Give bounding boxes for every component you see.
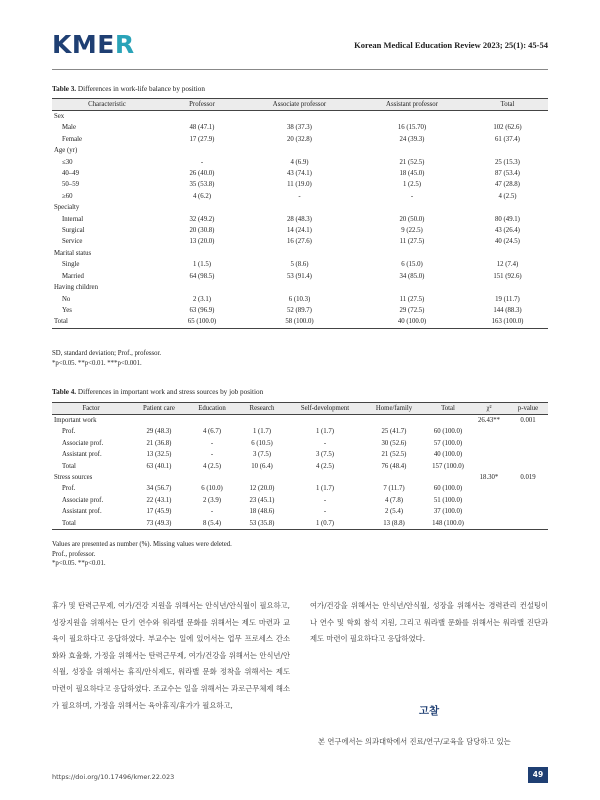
- table-cell: 11 (27.5): [399, 295, 425, 303]
- row-label: Having children: [54, 284, 98, 292]
- table-cell: [236, 415, 288, 427]
- row-label: Total: [52, 316, 162, 328]
- table-row: [52, 294, 548, 305]
- table-cell: 2 (3.1): [192, 295, 212, 303]
- table-cell: 16 (15.70): [397, 124, 427, 132]
- row-label: Surgical: [62, 227, 85, 235]
- table4-col-header: p-value: [508, 403, 548, 415]
- table-cell: 14 (24.1): [287, 227, 312, 235]
- table-cell: [426, 415, 470, 427]
- table-cell: 21 (36.8): [146, 439, 172, 447]
- table-cell: [242, 145, 357, 156]
- row-label: Single: [62, 261, 80, 269]
- table-cell: 3 (7.5): [252, 451, 272, 459]
- table-cell: [508, 495, 548, 506]
- table-cell: 22 (43.1): [146, 496, 172, 504]
- footnote: Prof., professor.: [52, 550, 96, 558]
- table-cell: 60 (100.0): [433, 428, 463, 436]
- table-cell: -: [210, 508, 214, 516]
- table-cell: 2 (5.4): [384, 508, 404, 516]
- row-label: Important work: [54, 417, 97, 424]
- body-left-column: [52, 598, 290, 714]
- table-cell: 25 (41.7): [381, 428, 407, 436]
- table-cell: 53 (35.8): [236, 518, 288, 530]
- table-cell: 13 (32.5): [146, 451, 172, 459]
- logo-accent: R: [114, 30, 135, 59]
- table-row: [52, 214, 548, 225]
- table-cell: [362, 472, 426, 483]
- table-cell: [467, 282, 548, 293]
- footnote: *p<0.05. **p<0.01. ***p<0.001.: [52, 359, 142, 367]
- table-cell: 5 (8.6): [290, 261, 309, 269]
- row-label: ≥60: [62, 192, 73, 200]
- table-cell: 35 (53.8): [189, 181, 215, 189]
- page-number: 49: [528, 767, 548, 783]
- table-cell: 23 (45.1): [249, 496, 275, 504]
- table-cell: 2 (3.9): [202, 496, 222, 504]
- table-cell: [130, 415, 188, 427]
- table3: [52, 98, 548, 329]
- table4: [52, 402, 548, 530]
- row-label: Age (yr): [54, 147, 78, 155]
- header-divider: [52, 69, 548, 70]
- table3-col-header: Total: [467, 99, 548, 111]
- table-cell: 20 (50.0): [399, 215, 425, 223]
- table-cell: [188, 415, 236, 427]
- row-label: Associate prof.: [62, 439, 104, 447]
- body-right-column: [310, 598, 548, 648]
- table-cell: [162, 248, 242, 259]
- table-cell: 4 (7.8): [384, 496, 404, 504]
- table-cell: 163 (100.0): [467, 316, 548, 328]
- table-cell: [467, 145, 548, 156]
- table-cell: 40 (24.5): [495, 238, 520, 246]
- table-cell: [242, 282, 357, 293]
- right-paragraph: 여가/건강을 위해서는 안식년/안식월, 성장을 위해서는 경력관리 컨설팅이나 연수 및 학회 참석 지원, 그리고 워라밸 문화를 위해서는 워라밸 진단과 제도 마련이 필요하다고 응답하였다.: [310, 601, 548, 644]
- table-cell: [130, 472, 188, 483]
- table-cell: 34 (85.0): [399, 272, 425, 280]
- table4-col-header: Total: [426, 403, 470, 415]
- table-cell: [357, 202, 467, 213]
- table-cell: 148 (100.0): [426, 518, 470, 530]
- table-cell: 4 (6.9): [290, 158, 309, 166]
- row-label: 40–49: [62, 170, 79, 178]
- table-row: [52, 495, 548, 506]
- table-cell: 24 (39.3): [399, 135, 425, 143]
- table-cell: 9 (22.5): [401, 227, 423, 235]
- table-cell: 18.30*: [479, 474, 499, 482]
- table-cell: -: [410, 192, 414, 200]
- row-label: Total: [52, 518, 130, 530]
- table-cell: 51 (100.0): [433, 496, 463, 504]
- table-cell: 7 (11.7): [383, 485, 405, 493]
- table4-header-row: [52, 403, 548, 415]
- page-header: [52, 30, 548, 62]
- table-row: [52, 122, 548, 133]
- row-label: 50–59: [62, 181, 79, 189]
- table-cell: [508, 518, 548, 530]
- row-label: Stress sources: [54, 474, 93, 482]
- table-cell: 80 (49.1): [495, 215, 520, 223]
- table-row: [52, 259, 548, 270]
- table-cell: 144 (88.3): [493, 306, 522, 314]
- table4-col-header: Home/family: [362, 403, 426, 415]
- table-row: [52, 449, 548, 460]
- table-cell: 6 (10.5): [251, 439, 273, 447]
- table-cell: 43 (26.4): [495, 227, 520, 235]
- table-cell: 63 (96.9): [189, 306, 215, 314]
- table-cell: 21 (52.5): [381, 451, 407, 459]
- journal-citation: Korean Medical Education Review 2023; 25(1): 45-54: [354, 40, 548, 50]
- table-cell: -: [210, 439, 214, 447]
- row-label: Married: [62, 272, 84, 280]
- row-label: Associate prof.: [62, 496, 104, 504]
- table3-caption: [52, 85, 205, 93]
- table-cell: 40 (100.0): [433, 451, 463, 459]
- table-cell: 17 (27.9): [189, 135, 215, 143]
- table-cell: 1 (1.7): [315, 485, 335, 493]
- table-cell: 157 (100.0): [432, 462, 464, 470]
- section-heading: 고찰: [418, 705, 440, 717]
- table-cell: 32 (49.2): [189, 215, 215, 223]
- table-cell: -: [210, 451, 214, 459]
- table-cell: 4 (2.5): [315, 462, 335, 470]
- table-cell: 151 (92.6): [493, 272, 522, 280]
- table-cell: 6 (15.0): [401, 261, 423, 269]
- table-row: [52, 236, 548, 247]
- table-cell: [188, 472, 236, 483]
- table-cell: 8 (5.4): [188, 518, 236, 530]
- table-cell: [470, 518, 508, 530]
- table-cell: [470, 438, 508, 449]
- table-cell: [508, 506, 548, 517]
- table-row: [52, 438, 548, 449]
- table-cell: [162, 111, 242, 123]
- table-cell: [470, 461, 508, 472]
- row-label: ≤30: [62, 158, 73, 166]
- table-cell: 17 (45.9): [146, 508, 172, 516]
- row-label: Prof.: [62, 428, 76, 436]
- table-row: [52, 248, 548, 259]
- table-cell: -: [298, 192, 301, 200]
- table-cell: -: [200, 158, 204, 166]
- table-cell: 58 (100.0): [242, 316, 357, 328]
- table-cell: 11 (19.0): [287, 181, 312, 189]
- table-cell: 47 (28.8): [495, 181, 520, 189]
- table-cell: 29 (72.5): [399, 306, 425, 314]
- table-cell: [357, 282, 467, 293]
- table-cell: 76 (48.4): [381, 462, 407, 470]
- table-cell: [162, 202, 242, 213]
- table-cell: 12 (7.4): [496, 261, 519, 269]
- table-cell: 6 (10.3): [288, 295, 311, 303]
- row-label: No: [62, 295, 71, 303]
- table-cell: 0.001: [520, 417, 536, 424]
- table3-col-header: Characteristic: [52, 99, 162, 111]
- table4-col-header: Factor: [52, 403, 130, 415]
- table-cell: [470, 495, 508, 506]
- table-cell: 16 (27.6): [287, 238, 312, 246]
- table-cell: [357, 145, 467, 156]
- table-cell: 87 (53.4): [495, 170, 520, 178]
- footnote: SD, standard deviation; Prof., professor.: [52, 350, 162, 357]
- table-cell: 18 (48.6): [249, 508, 275, 516]
- table-cell: 73 (49.3): [130, 518, 188, 530]
- table3-label: Table 3.: [52, 85, 77, 93]
- table4-col-header: Education: [188, 403, 236, 415]
- table-cell: [288, 415, 362, 427]
- row-label: Female: [62, 135, 83, 143]
- table4-col-header: χ²: [470, 403, 508, 415]
- table-cell: 57 (100.0): [433, 439, 463, 447]
- table-cell: 1 (1.7): [315, 428, 335, 436]
- row-label: Assistant prof.: [62, 508, 102, 516]
- table-cell: [288, 472, 362, 483]
- table3-header-row: [52, 99, 548, 111]
- table-cell: 20 (30.8): [189, 227, 215, 235]
- table-cell: 37 (100.0): [433, 508, 463, 516]
- table-cell: [357, 111, 467, 123]
- table-cell: 10 (6.4): [251, 462, 273, 470]
- table-cell: [508, 426, 548, 437]
- table-row: [52, 145, 548, 156]
- table-cell: [470, 426, 508, 437]
- table-cell: 13 (8.8): [362, 518, 426, 530]
- table-cell: 38 (37.3): [287, 124, 312, 132]
- table4-title: Differences in important work and stress sources by job position: [76, 388, 264, 396]
- journal-logo: [52, 30, 135, 59]
- table-cell: [508, 438, 548, 449]
- left-paragraph: 휴가 및 탄력근무제, 여가/건강 지원을 위해서는 안식년/안식월이 필요하고, 성장지원을 위해서는 단기 연수와 워라밸 문화를 위해서는 제도 마련과 교육이 필요하다고 응답하였다. 부교수는 일에 있어서는 업무 프로세스 간소화와 효율화, 가정을 위해서는 탄력근무제, 여가/건강을 위해서는 안식년/안식월, 성장을 위해서는 휴직/안식제도, 워라밸 문화 정착을 위해서는 제도 마련이 필요하다고 응답하였다. 조교수는 일을 위해서는 과로근무체제 해소가 필요하며, 가정을 위해서는 육아휴직/휴가가 필요하고,: [52, 601, 290, 710]
- table-cell: -: [323, 496, 327, 504]
- table-row: [52, 415, 548, 427]
- table-row: [52, 157, 548, 168]
- table-row: [52, 506, 548, 517]
- section-paragraph: 본 연구에서는 의과대학에서 진료/연구/교육을 담당하고 있는: [318, 737, 511, 746]
- row-label: Prof.: [62, 485, 76, 493]
- row-label: Marital status: [54, 249, 92, 257]
- table-cell: 29 (48.3): [146, 428, 172, 436]
- table-cell: 26 (40.0): [189, 170, 215, 178]
- table-cell: 4 (2.5): [498, 192, 517, 200]
- table-row: [52, 111, 548, 123]
- table-cell: 43 (74.1): [287, 170, 312, 178]
- table-cell: 4 (2.5): [202, 462, 222, 470]
- table4-footnotes: [52, 540, 232, 569]
- table-cell: 6 (10.0): [201, 485, 223, 493]
- table-cell: 1 (2.5): [402, 181, 422, 189]
- table-cell: [470, 483, 508, 494]
- table-cell: 12 (20.0): [249, 485, 275, 493]
- table-cell: [162, 282, 242, 293]
- table-cell: [426, 472, 470, 483]
- table-cell: 28 (48.3): [287, 215, 312, 223]
- row-label: Specialty: [54, 204, 80, 212]
- row-label: Sex: [54, 113, 65, 120]
- table-row: [52, 426, 548, 437]
- table-cell: [362, 415, 426, 427]
- table-row: [52, 483, 548, 494]
- table3-body: [52, 111, 548, 329]
- table-cell: [236, 472, 288, 483]
- table-cell: 3 (7.5): [315, 451, 335, 459]
- table-cell: 20 (32.8): [287, 135, 312, 143]
- table-cell: 52 (89.7): [287, 306, 312, 314]
- table-cell: [357, 248, 467, 259]
- table4-col-header: Patient care: [130, 403, 188, 415]
- table-cell: [467, 111, 548, 123]
- table-cell: [470, 506, 508, 517]
- table-cell: 19 (11.7): [495, 295, 520, 303]
- row-label: Internal: [62, 215, 84, 223]
- table-cell: -: [323, 439, 327, 447]
- row-label: Assistant prof.: [62, 451, 102, 459]
- table-cell: [467, 202, 548, 213]
- table-cell: [242, 111, 357, 123]
- logo-main: KME: [52, 30, 115, 59]
- table-cell: [242, 248, 357, 259]
- table4-col-header: Self-development: [288, 403, 362, 415]
- table-cell: 40 (100.0): [357, 316, 467, 328]
- table-cell: 13 (20.0): [189, 238, 215, 246]
- footnote: *p<0.05. **p<0.01.: [52, 560, 106, 567]
- table-cell: [242, 202, 357, 213]
- table-cell: 102 (62.6): [493, 124, 522, 132]
- table-row: [52, 179, 548, 190]
- row-label: Total: [62, 462, 76, 470]
- table4-body: [52, 415, 548, 530]
- table-cell: 60 (100.0): [433, 485, 463, 493]
- table-cell: 0.019: [520, 474, 536, 482]
- footnote: Values are presented as number (%). Missing values were deleted.: [52, 541, 232, 548]
- table-cell: [467, 248, 548, 259]
- table-cell: 25 (15.3): [495, 158, 520, 166]
- table-row: [52, 472, 548, 483]
- table-cell: -: [323, 508, 327, 516]
- table-cell: 11 (27.5): [399, 238, 425, 246]
- row-label: Yes: [62, 306, 72, 314]
- table-cell: 18 (45.0): [399, 170, 425, 178]
- row-label: Service: [62, 238, 83, 246]
- table-row: [52, 316, 548, 328]
- table-row: [52, 225, 548, 236]
- table-row: [52, 518, 548, 530]
- table-cell: 26.43**: [477, 417, 501, 424]
- table-cell: 4 (6.7): [202, 428, 222, 436]
- table3-title: Differences in work-life balance by position: [76, 85, 205, 93]
- row-label: Male: [62, 124, 76, 132]
- table-cell: 4 (6.2): [192, 192, 212, 200]
- table-row: [52, 305, 548, 316]
- table-cell: 1 (1.5): [192, 261, 212, 269]
- table-row: [52, 191, 548, 202]
- table-cell: [508, 449, 548, 460]
- table-cell: 1 (1.7): [252, 428, 272, 436]
- table3-col-header: Assistant professor: [357, 99, 467, 111]
- doi-link[interactable]: https://doi.org/10.17496/kmer.22.023: [52, 773, 175, 781]
- table-cell: 30 (52.6): [381, 439, 407, 447]
- table3-col-header: Associate professor: [242, 99, 357, 111]
- table-cell: 63 (40.1): [146, 462, 172, 470]
- table-cell: 53 (91.4): [287, 272, 312, 280]
- table-row: [52, 168, 548, 179]
- table-row: [52, 271, 548, 282]
- table4-caption: [52, 388, 263, 396]
- table-cell: [470, 449, 508, 460]
- table4-col-header: Research: [236, 403, 288, 415]
- table-row: [52, 461, 548, 472]
- table-row: [52, 134, 548, 145]
- table-cell: 1 (0.7): [288, 518, 362, 530]
- table-cell: 48 (47.1): [189, 124, 215, 132]
- table-cell: [162, 145, 242, 156]
- table3-footnotes: [52, 349, 161, 368]
- table-cell: 21 (52.5): [399, 158, 425, 166]
- table-cell: 61 (37.4): [495, 135, 520, 143]
- table-cell: [508, 483, 548, 494]
- table-row: [52, 202, 548, 213]
- table-cell: [508, 461, 548, 472]
- table-row: [52, 282, 548, 293]
- table-cell: 65 (100.0): [162, 316, 242, 328]
- table-cell: 64 (98.5): [189, 272, 215, 280]
- table4-label: Table 4.: [52, 388, 77, 396]
- table-cell: 34 (56.7): [146, 485, 172, 493]
- table3-col-header: Professor: [162, 99, 242, 111]
